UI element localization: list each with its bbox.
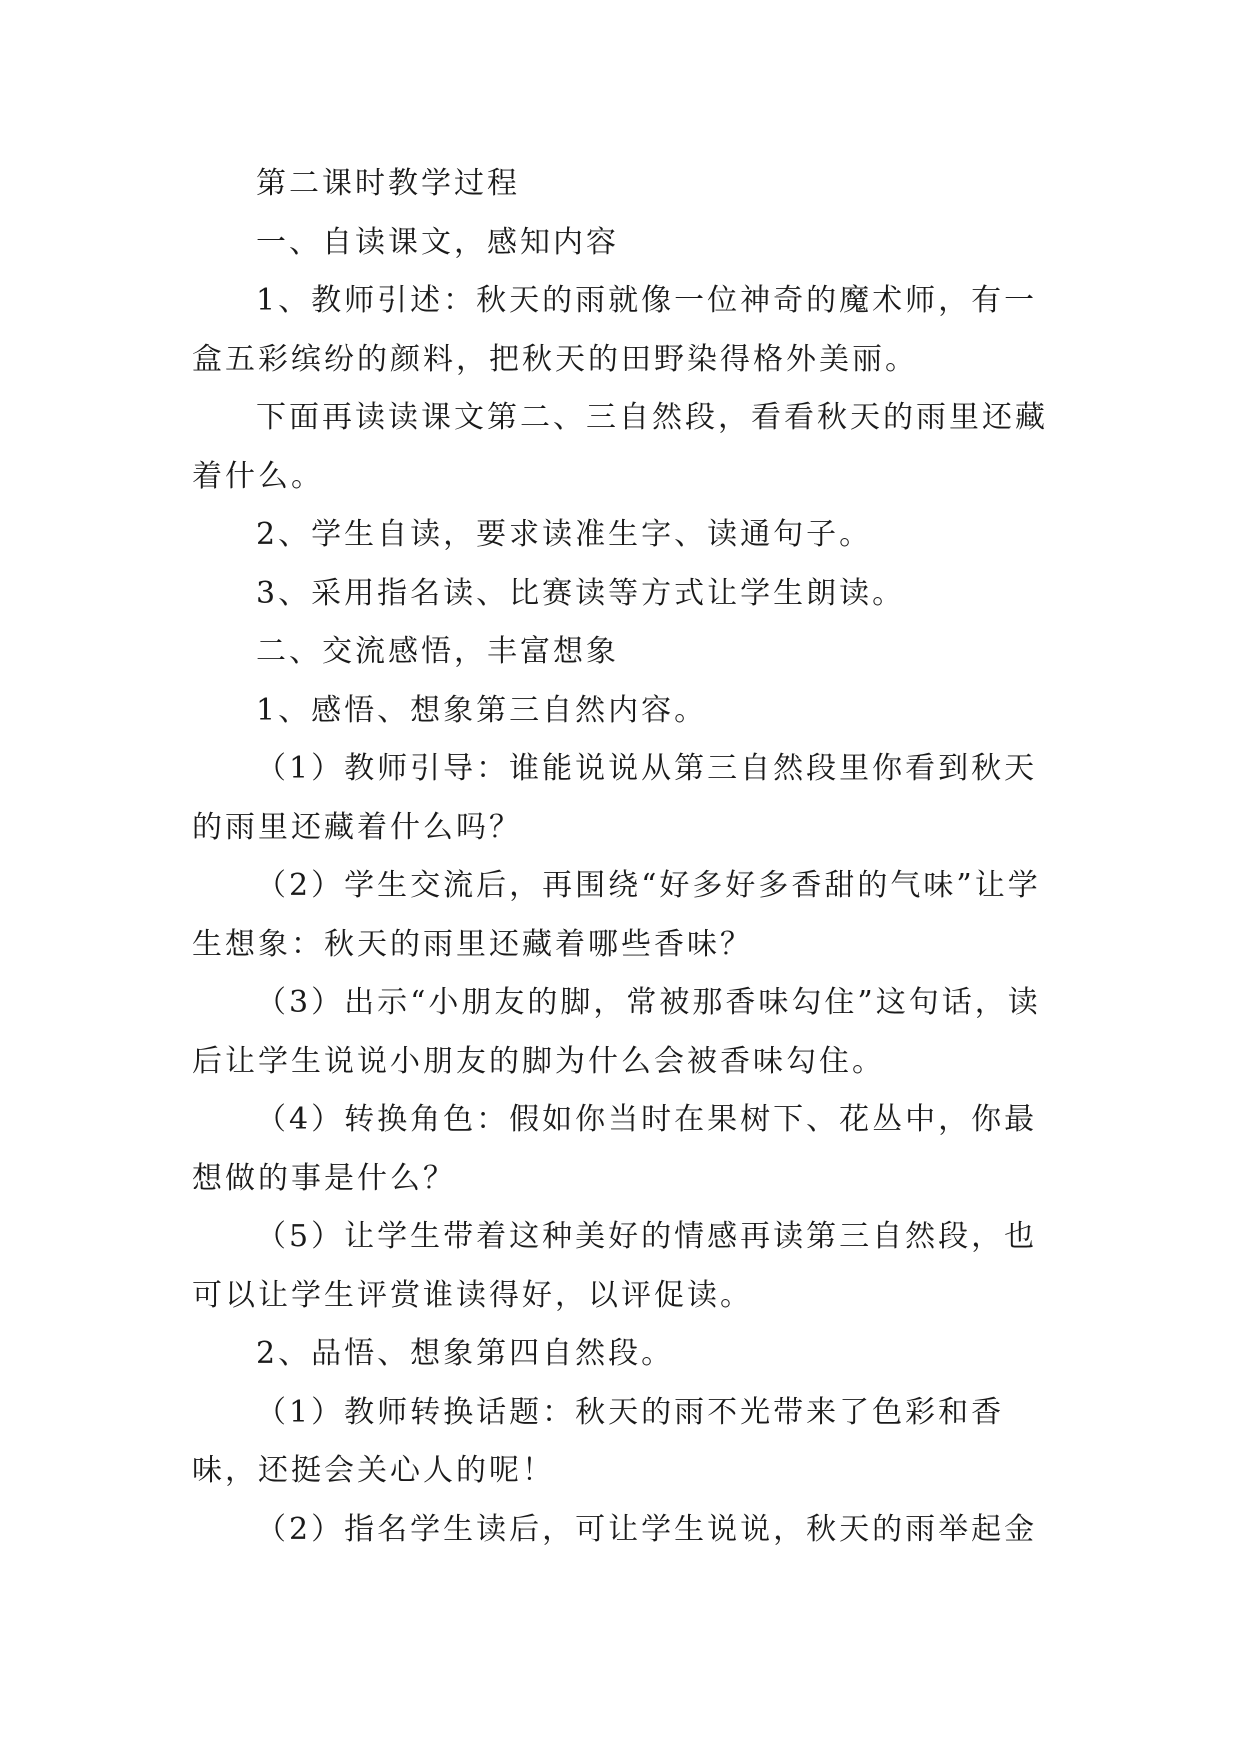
document-body: [192, 155, 1052, 1559]
paragraph: （2）指名学生读后，可让学生说说，秋天的雨举起金: [256, 1511, 1038, 1547]
paragraph: （1）教师转换话题：秋天的雨不光带来了色彩和香味，还挺会关心人的呢！: [192, 1394, 1005, 1488]
paragraph: （1）教师引导：谁能说说从第三自然段里你看到秋天的雨里还藏着什么吗？: [192, 751, 1038, 845]
section-heading-1: 一、自读课文，感知内容: [256, 224, 619, 260]
paragraph: 2、学生自读，要求读准生字、读通句子。: [256, 517, 873, 552]
paragraph: 3、采用指名读、比赛读等方式让学生朗读。: [256, 575, 906, 611]
paragraph: （2）学生交流后，再围绕“好多好多香甜的气味”让学生想象：秋天的雨里还藏着哪些香味？: [192, 868, 1041, 962]
paragraph: 下面再读读课文第二、三自然段，看看秋天的雨里还藏着什么。: [192, 400, 1048, 494]
paragraph: （4）转换角色：假如你当时在果树下、花丛中，你最想做的事是什么？: [192, 1102, 1038, 1196]
paragraph: 2、品悟、想象第四自然段。: [256, 1336, 675, 1371]
paragraph: （3）出示“小朋友的脚，常被那香味勾住”这句话，读后让学生说说小朋友的脚为什么会被香味勾住。: [192, 985, 1041, 1079]
paragraph: 1、感悟、想象第三自然内容。: [256, 692, 708, 728]
paragraph: （5）让学生带着这种美好的情感再读第三自然段，也可以让学生评赏谁读得好，以评促读。: [192, 1219, 1038, 1313]
paragraph: 1、教师引述：秋天的雨就像一位神奇的魔术师，有一盒五彩缤纷的颜料，把秋天的田野染得格外美丽。: [192, 283, 1038, 377]
section-heading-2: 二、交流感悟，丰富想象: [256, 634, 619, 669]
lesson-title: 第二课时教学过程: [256, 166, 520, 201]
